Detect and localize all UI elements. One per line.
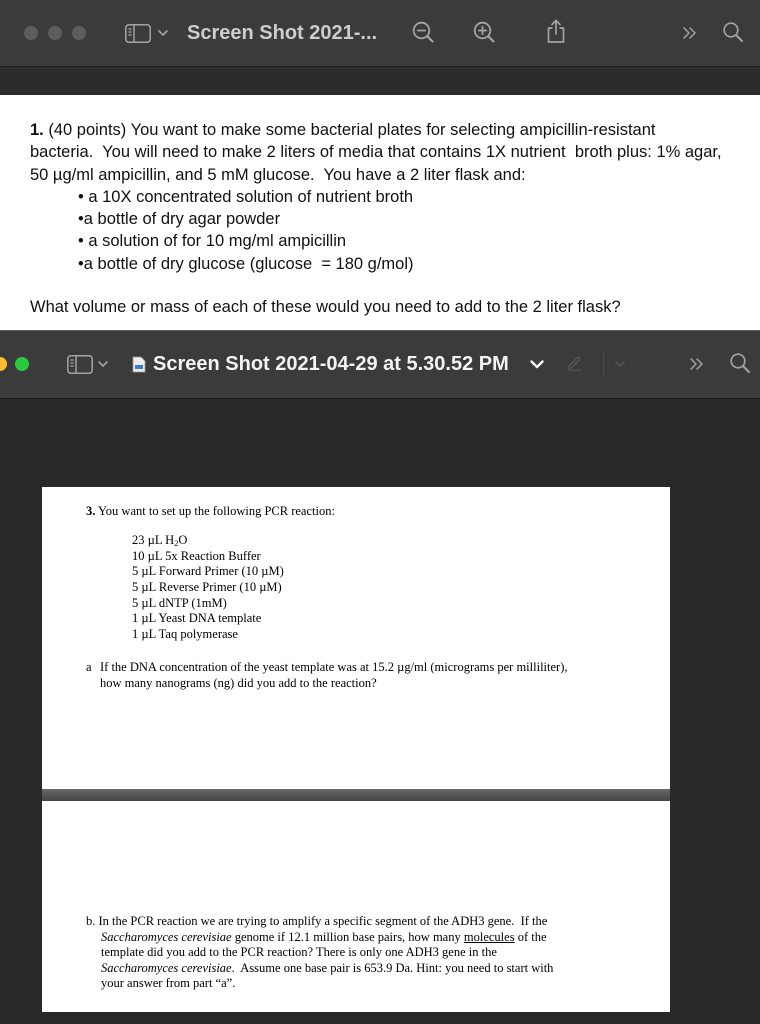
document-page[interactable] — [42, 801, 670, 1012]
zoom-window-button[interactable] — [15, 357, 29, 371]
part-a-label: a — [86, 660, 92, 674]
bullet-item: • a solution of for 10 mg/ml ampicillin — [78, 232, 347, 251]
bullet-item: • a 10X concentrated solution of nutrient broth — [78, 187, 414, 206]
document-page[interactable] — [42, 487, 670, 789]
part-b-line: template did you add to the PCR reaction? There is only one ADH3 gene in the — [101, 945, 497, 959]
window-title[interactable]: Screen Shot 2021-04-29 at 5.30.52 PM — [153, 353, 509, 375]
question-1-prompt: What volume or mass of each of these would you need to add to the 2 liter flask? — [30, 298, 621, 317]
chevron-down-icon[interactable] — [158, 30, 168, 37]
zoom-out-icon[interactable] — [411, 20, 435, 44]
reagent-item: 5 µL dNTP (1mM) — [132, 595, 227, 610]
species-name: Saccharomyces cerevisiae — [101, 929, 232, 944]
part-b-text: of the — [514, 929, 547, 944]
part-a-line: how many nanograms (ng) did you add to the reaction? — [100, 676, 377, 690]
page-break — [42, 789, 670, 801]
window-title[interactable]: Screen Shot 2021-... — [187, 22, 378, 44]
question-1-text: (40 points) You want to make some bacterial plates for selecting ampicillin-resistant — [43, 121, 656, 139]
pcr-reagent-list — [132, 533, 284, 643]
reagent-item: 10 µL 5x Reaction Buffer — [132, 548, 261, 563]
part-b-line: b. In the PCR reaction we are trying to amplify a specific segment of the ADH3 gene. If the — [86, 914, 548, 928]
question-1-line — [30, 119, 722, 141]
document-viewport[interactable] — [0, 399, 760, 1024]
question-1-line: 50 µg/ml ampicillin, and 5 mM glucose. You have a 2 liter flask and: — [30, 165, 526, 184]
document-icon — [132, 356, 146, 373]
title-chevron-down-icon[interactable] — [530, 360, 544, 369]
front-preview-window — [0, 330, 760, 1024]
double-chevron-icon[interactable] — [682, 26, 698, 40]
species-name: Saccharomyces cerevisiae — [101, 960, 232, 975]
underlined-word: molecules — [463, 929, 515, 944]
reagent-item: 5 µL Forward Primer (10 µM) — [132, 564, 284, 579]
back-window-toolbar — [0, 0, 760, 67]
question-3-heading — [86, 503, 335, 519]
part-b-text: . Assume one base pair is 653.9 Da. Hint: you need to start with — [231, 960, 554, 975]
zoom-window-button[interactable] — [72, 26, 86, 40]
search-icon[interactable] — [722, 21, 744, 43]
minimize-button[interactable] — [48, 26, 62, 40]
sidebar-icon[interactable] — [67, 355, 93, 374]
reagent-item: 1 µL Yeast DNA template — [132, 611, 262, 626]
back-preview-window — [0, 0, 760, 330]
markup-pencil-icon[interactable] — [566, 353, 584, 371]
part-b-line: your answer from part “a”. — [101, 976, 236, 990]
minimize-button[interactable] — [0, 357, 7, 371]
back-window-gutter — [0, 67, 760, 95]
question-1-line: bacteria. You will need to make 2 liters of media that contains 1X nutrient broth plus: 1% agar, — [30, 143, 722, 162]
part-a-line: If the DNA concentration of the yeast template was at 15.2 µg/ml (micrograms per milliliter), — [100, 660, 568, 674]
question-1 — [30, 119, 722, 318]
reagent-item: 5 µL Reverse Primer (10 µM) — [132, 580, 282, 595]
bullet-item: •a bottle of dry glucose (glucose = 180 g/mol) — [78, 254, 414, 273]
search-icon[interactable] — [729, 352, 751, 374]
part-b-text: genome if 12.1 million base pairs, how many — [231, 929, 464, 944]
double-chevron-icon[interactable] — [689, 357, 705, 371]
subscript: 2 — [174, 538, 179, 548]
toolbar-separator — [603, 352, 604, 376]
reagent-item: 1 µL Taq polymerase — [132, 627, 238, 642]
part-b-line — [86, 930, 553, 946]
close-button[interactable] — [24, 26, 38, 40]
question-1-number: 1. — [30, 121, 44, 139]
chevron-down-icon[interactable] — [98, 361, 108, 368]
chevron-down-icon[interactable] — [615, 361, 625, 368]
reagent-water-text: 23 µL H — [132, 533, 175, 547]
zoom-in-icon[interactable] — [472, 20, 496, 44]
reagent-water-suffix: O — [178, 533, 188, 547]
question-3-number: 3. — [86, 504, 96, 518]
front-window-toolbar — [0, 330, 760, 399]
sidebar-icon[interactable] — [125, 24, 151, 43]
reagent-item — [132, 533, 284, 549]
question-3-text: You want to set up the following PCR reaction: — [95, 504, 335, 518]
back-window-document[interactable] — [0, 95, 760, 330]
part-b-line — [86, 961, 553, 977]
bullet-item: •a bottle of dry agar powder — [78, 210, 281, 229]
share-icon[interactable] — [545, 18, 567, 44]
part-b — [86, 914, 553, 992]
